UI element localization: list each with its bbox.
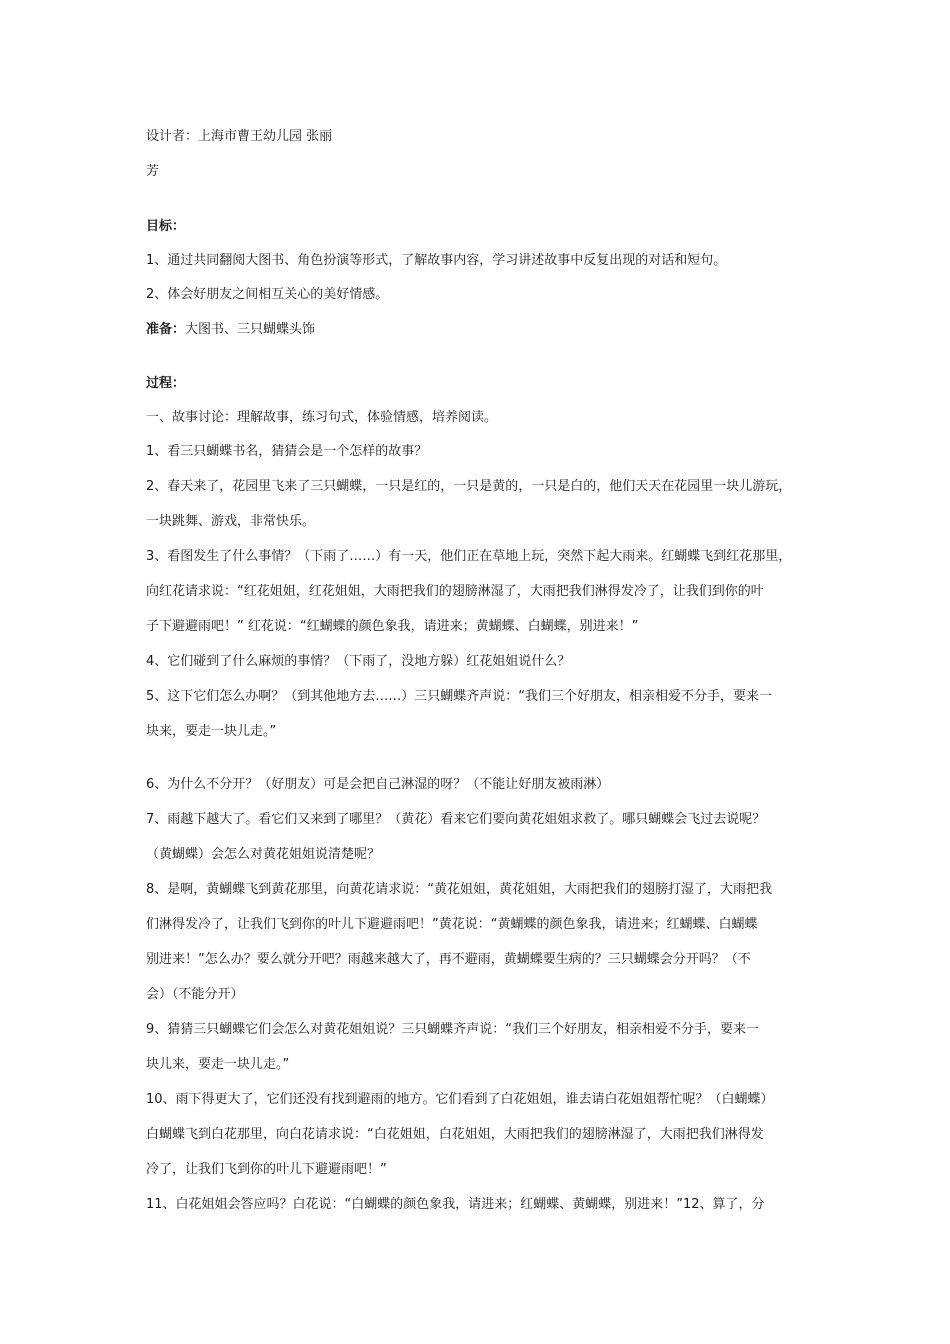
goal-item-1: 1、通过共同翻阅大图书、角色扮演等形式，了解故事内容，学习讲述故事中反复出现的对话和短句。 [146, 253, 727, 268]
process-line: 2、春天来了，花园里飞来了三只蝴蝶，一只是红的，一只是黄的，一只是白的，他们天天在花园里一块儿游玩， [146, 479, 792, 494]
process-intro: 一、故事讨论：理解故事，练习句式，体验情感，培养阅读。 [146, 410, 498, 425]
process-line: 4、它们碰到了什么麻烦的事情？（下雨了，没地方躲）红花姐姐说什么？ [146, 654, 571, 669]
process-line: 们淋得发冷了，让我们飞到你的叶儿下避避雨吧！”黄花说：“黄蝴蝶的颜色象我，请进来；红蝴蝶、白蝴蝶 [146, 917, 758, 932]
process-line: 8、是啊，黄蝴蝶飞到黄花那里，向黄花请求说：“黄花姐姐，黄花姐姐，大雨把我们的翅膀打湿了，大雨把我 [146, 882, 773, 897]
process-line: 7、雨越下越大了。看它们又来到了哪里？（黄花）看来它们要向黄花姐姐求救了。哪只蝴蝶会飞过去说呢？ [146, 812, 766, 827]
author-line-1: 设计者：上海市曹王幼儿园 张丽 [146, 129, 333, 144]
process-line: 子下避避雨吧！” 红花说：“红蝴蝶的颜色象我，请进来；黄蝴蝶、白蝴蝶，别进来！” [146, 619, 639, 634]
process-line: 5、这下它们怎么办啊？（到其他地方去……）三只蝴蝶齐声说：“我们三个好朋友，相亲相爱不分手，要来一 [146, 689, 773, 704]
process-line: 10、雨下得更大了，它们还没有找到避雨的地方。它们看到了白花姐姐，谁去请白花姐姐帮忙呢？（白蝴蝶） [146, 1092, 774, 1107]
prep-text: 大图书、三只蝴蝶头饰 [185, 322, 316, 337]
process-line: 块来，要走一块儿走。” [146, 724, 277, 739]
process-line: 向红花请求说：“红花姐姐，红花姐姐，大雨把我们的翅膀淋湿了，大雨把我们淋得发冷了，让我们到你的叶 [146, 584, 764, 599]
process-line: 会）（不能分开） [146, 987, 244, 1002]
process-line: 9、猜猜三只蝴蝶它们会怎么对黄花姐姐说？三只蝴蝶齐声说：“我们三个好朋友，相亲相爱不分手，要来一 [146, 1022, 760, 1037]
process-line: （黄蝴蝶）会怎么对黄花姐姐说清楚呢？ [146, 847, 381, 862]
process-line: 冷了，让我们飞到你的叶儿下避避雨吧！” [146, 1162, 387, 1177]
process-line: 块儿来，要走一块儿走。” [146, 1057, 290, 1072]
goals-heading: 目标： [146, 219, 186, 234]
process-line: 6、为什么不分开？（好朋友）可是会把自己淋湿的呀？（不能让好朋友被雨淋） [146, 777, 610, 792]
process-line: 3、看图发生了什么事情？（下雨了……）有一天，他们正在草地上玩，突然下起大雨来。红蝴蝶飞到红花那里， [146, 549, 792, 564]
process-line: 1、看三只蝴蝶书名，猜猜会是一个怎样的故事？ [146, 444, 428, 459]
goal-item-2: 2、体会好朋友之间相互关心的美好情感。 [146, 287, 389, 302]
author-line-2: 芳 [146, 164, 160, 179]
process-line: 11、白花姐姐会答应吗？白花说：“白蝴蝶的颜色象我，请进来；红蝴蝶、黄蝴蝶，别进来！”12、算了，分 [146, 1197, 765, 1212]
prep-line [146, 321, 315, 339]
process-line: 白蝴蝶飞到白花那里，向白花请求说：“白花姐姐，白花姐姐，大雨把我们的翅膀淋湿了，大雨把我们淋得发 [146, 1127, 764, 1142]
process-line: 别进来！”怎么办？要么就分开吧？雨越来越大了，再不避雨，黄蝴蝶要生病的？三只蝴蝶会分开吗？（不 [146, 952, 751, 967]
prep-label: 准备： [146, 322, 186, 337]
process-line: 一块跳舞、游戏，非常快乐。 [146, 514, 316, 529]
process-heading: 过程： [146, 376, 186, 391]
